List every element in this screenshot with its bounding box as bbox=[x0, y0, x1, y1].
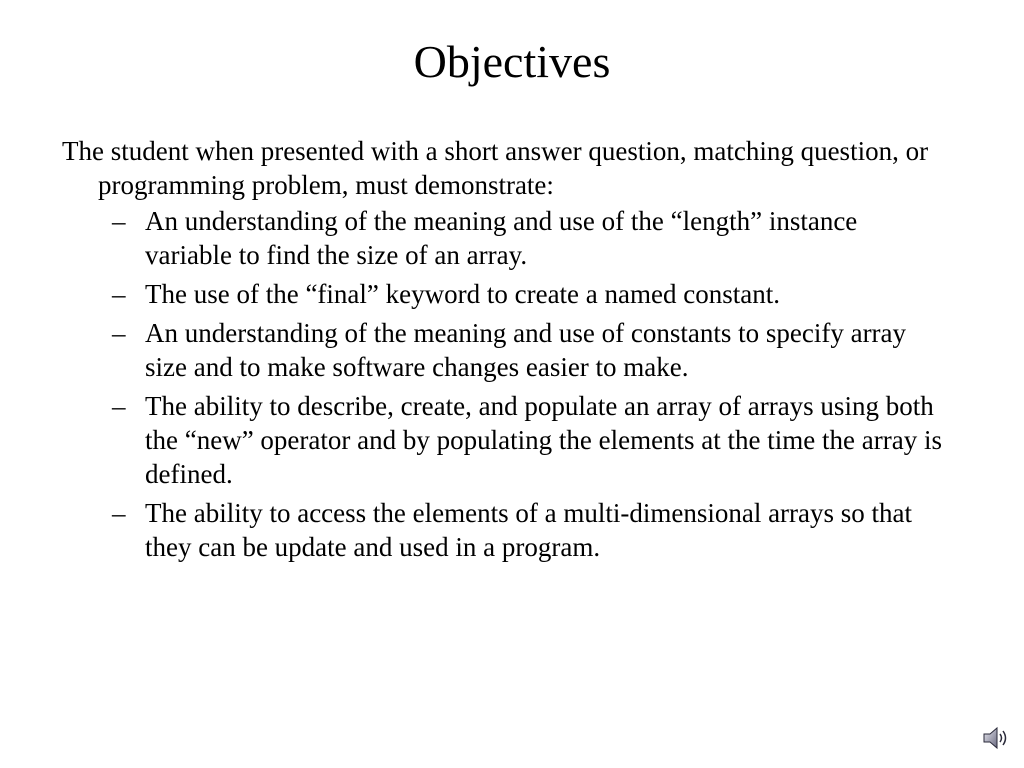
dash-marker: – bbox=[112, 498, 126, 528]
list-item bbox=[112, 204, 942, 272]
list-item-text: An understanding of the meaning and use of the “length” instance variable to find the size of an array. bbox=[145, 206, 858, 270]
list-item-text: An understanding of the meaning and use of constants to specify array size and to make software changes easier to make. bbox=[145, 318, 907, 382]
list-item-text: The ability to access the elements of a multi-dimensional arrays so that they can be update and used in a program. bbox=[145, 498, 913, 562]
list-item-text: The use of the “final” keyword to create a named constant. bbox=[145, 279, 780, 309]
dash-marker: – bbox=[112, 279, 126, 309]
dash-marker: – bbox=[112, 318, 126, 348]
list-item bbox=[112, 316, 942, 384]
list-item bbox=[112, 496, 942, 564]
speaker-icon[interactable] bbox=[982, 725, 1010, 751]
dash-marker: – bbox=[112, 206, 126, 236]
slide-body bbox=[62, 134, 942, 569]
dash-marker: – bbox=[112, 391, 126, 421]
list-item-text: The ability to describe, create, and populate an array of arrays using both the “new” operator and by populating the elements at the time the array is defined. bbox=[145, 391, 942, 489]
list-item bbox=[112, 389, 942, 491]
intro-text: The student when presented with a short answer question, matching question, or programming problem, must demonstrate: bbox=[62, 136, 929, 200]
list-item bbox=[112, 277, 942, 311]
objectives-list bbox=[62, 204, 942, 564]
slide-title: Objectives bbox=[413, 36, 611, 87]
